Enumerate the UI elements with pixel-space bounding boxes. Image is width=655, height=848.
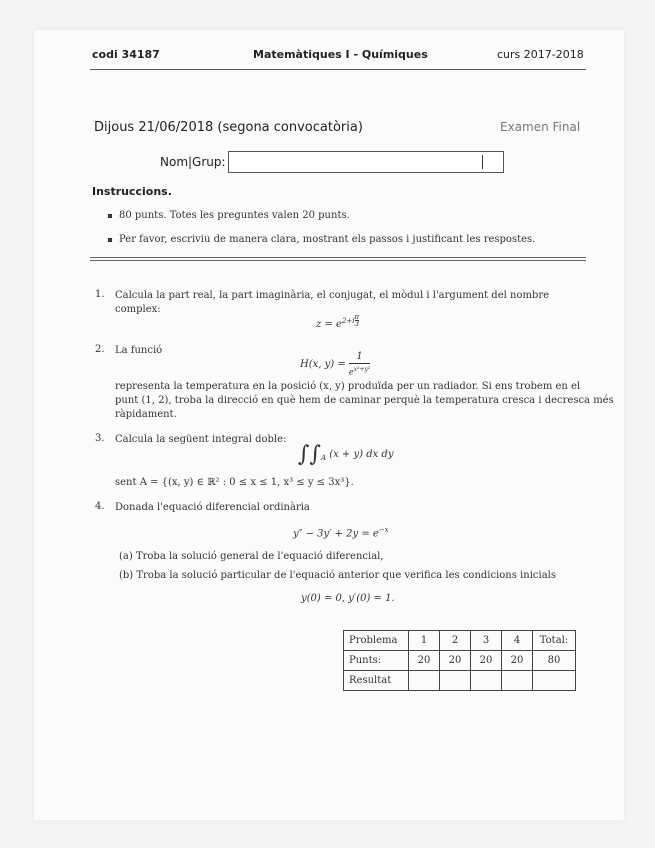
name-label: Nom|Grup: <box>160 155 226 169</box>
course-code: codi 34187 <box>92 48 160 61</box>
table-cell: Punts: <box>344 651 409 671</box>
field-divider <box>482 155 483 169</box>
question-4-text: Donada l'equació diferencial ordinària <box>115 502 310 513</box>
question-number: 3. <box>95 433 105 444</box>
table-cell: 4 <box>502 631 533 651</box>
question-2-equation: H(x, y) = $\frac{1}{e^{x^2+y^2}}$ <box>300 351 371 377</box>
course-title: Matemàtiques I - Químiques <box>253 48 428 61</box>
separator-rule <box>90 257 586 258</box>
bullet-icon <box>108 214 112 218</box>
table-row <box>344 651 576 671</box>
instructions-title: Instruccions. <box>92 185 172 198</box>
result-cell[interactable] <box>409 671 440 691</box>
question-3-text: Calcula la següent integral doble: <box>115 434 287 445</box>
question-4-part-b: (b) Troba la solució particular de l'equació anterior que verifica les condicions inicials <box>119 570 556 581</box>
question-2-text-line: punt (1, 2), troba la direcció en què hem de caminar perquè la temperatura cresca i decresca més <box>115 395 614 406</box>
course-year: curs 2017-2018 <box>497 48 584 61</box>
question-2-text-line: representa la temperatura en la posició (x, y) produïda per un radiador. Si ens trobem en el <box>115 381 581 392</box>
table-cell: 20 <box>440 651 471 671</box>
instruction-item: 80 punts. Totes les preguntes valen 20 punts. <box>108 210 350 221</box>
instruction-item: Per favor, escriviu de manera clara, mostrant els passos i justificant les respostes. <box>108 234 535 245</box>
table-cell: 1 <box>409 631 440 651</box>
name-group-field[interactable] <box>228 151 504 173</box>
question-3-domain: sent A = {(x, y) ∈ ℝ² : 0 ≤ x ≤ 1, x³ ≤ y ≤ 3x³}. <box>115 477 354 488</box>
exam-type: Examen Final <box>500 120 581 134</box>
question-4-initial-conditions: y(0) = 0, y′(0) = 1. <box>301 593 395 604</box>
exam-sheet <box>34 30 624 820</box>
question-4-part-a: (a) Troba la solució general de l'equació diferencial, <box>119 551 384 562</box>
table-cell: Resultat <box>344 671 409 691</box>
question-1-equation: $z = e^{2+i \frac{\pi}{3}}$ <box>316 313 360 330</box>
result-cell[interactable] <box>440 671 471 691</box>
question-4-equation: $y'' - 3y' + 2y = e^{-x}$ <box>293 526 389 540</box>
question-2-intro: La funció <box>115 345 163 356</box>
table-cell: 20 <box>502 651 533 671</box>
question-2-text-line: ràpidament. <box>115 409 177 420</box>
table-cell: 3 <box>471 631 502 651</box>
table-cell: Problema <box>344 631 409 651</box>
table-cell: 20 <box>409 651 440 671</box>
table-cell: 80 <box>533 651 576 671</box>
question-3-integral: $\int\int_A$ (x + y) dx dy <box>298 442 394 467</box>
bullet-icon <box>108 238 112 242</box>
table-row <box>344 631 576 651</box>
fraction: $\frac{1}{e^{x^2+y^2}}$ <box>348 351 371 377</box>
question-1-text: Calcula la part real, la part imaginària, el conjugat, el mòdul i l'argument del nombre complex: <box>115 290 550 315</box>
question-number: 4. <box>95 501 105 512</box>
question-number: 2. <box>95 344 105 355</box>
header-rule <box>90 69 586 70</box>
table-cell: Total: <box>533 631 576 651</box>
result-cell[interactable] <box>502 671 533 691</box>
question-number: 1. <box>95 289 105 300</box>
table-row <box>344 671 576 691</box>
separator-rule <box>90 260 586 261</box>
table-cell: 20 <box>471 651 502 671</box>
result-cell[interactable] <box>533 671 576 691</box>
exam-date: Dijous 21/06/2018 (segona convocatòria) <box>94 120 363 135</box>
score-table <box>343 630 576 691</box>
table-cell: 2 <box>440 631 471 651</box>
result-cell[interactable] <box>471 671 502 691</box>
